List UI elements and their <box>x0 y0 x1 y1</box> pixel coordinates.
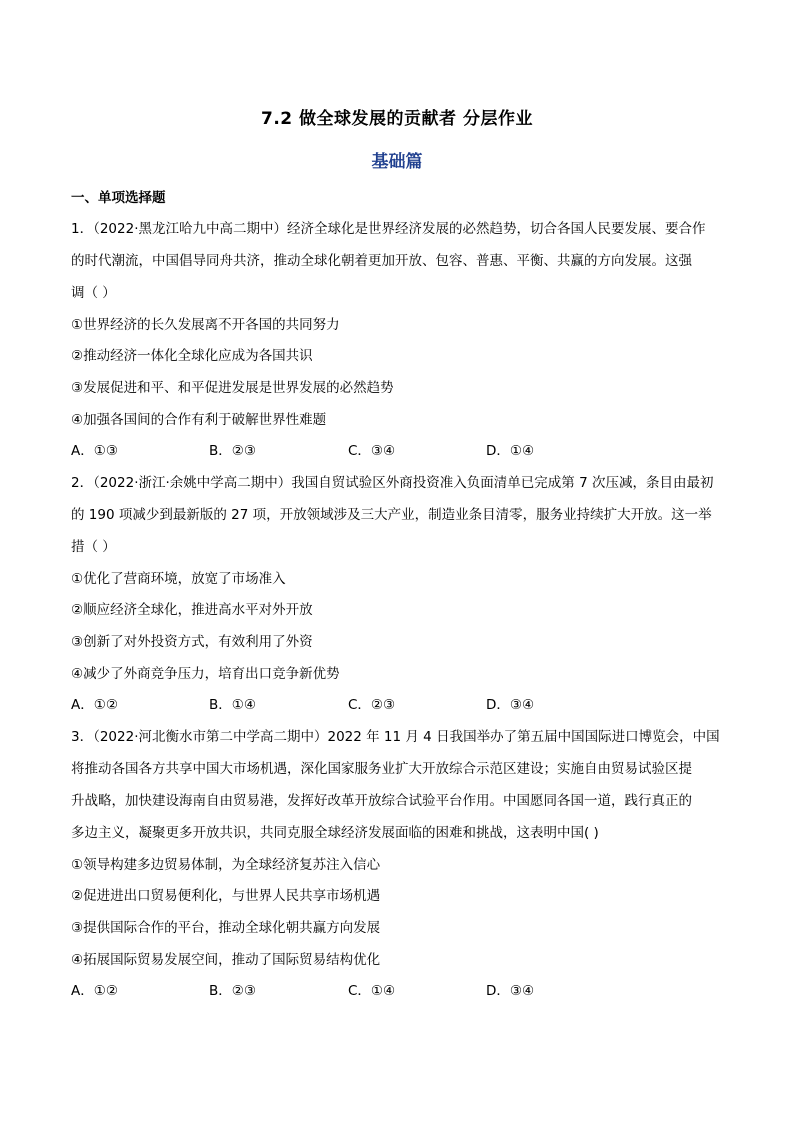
question-2-option-a: A．①② <box>71 697 118 713</box>
question-3-option-d: D．③④ <box>486 983 535 999</box>
page-title: 7.2 做全球发展的贡献者 分层作业 <box>261 109 533 129</box>
question-1-options <box>71 441 725 461</box>
question-2-option-c: C．②③ <box>348 697 396 713</box>
question-1-item-3: ③发展促进和平、和平促进发展是世界发展的必然趋势 <box>71 380 394 396</box>
question-2-option-b: B．①④ <box>209 697 256 713</box>
question-3-item-3: ③提供国际合作的平台，推动全球化朝共赢方向发展 <box>71 920 381 936</box>
question-2-item-4: ④减少了外商竞争压力，培育出口竞争新优势 <box>71 666 340 682</box>
question-2-text-line-2: 的 190 项减少到最新版的 27 项，开放领域涉及三大产业，制造业条目清零，服务业持续扩大开放。这一举 <box>71 507 712 523</box>
question-3-item-4: ④拓展国际贸易发展空间，推动了国际贸易结构优化 <box>71 952 381 968</box>
question-1-text-line-2: 的时代潮流，中国倡导同舟共济，推动全球化朝着更加开放、包容、普惠、平衡、共赢的方向发展。这强 <box>71 253 692 269</box>
question-3-item-1: ①领导构建多边贸易体制，为全球经济复苏注入信心 <box>71 857 381 873</box>
question-3-text-line-2: 将推动各国各方共享中国大市场机遇，深化国家服务业扩大开放综合示范区建设；实施自由贸易试验区提 <box>71 761 692 777</box>
question-1-option-d: D．①④ <box>486 443 535 459</box>
page-subtitle: 基础篇 <box>371 152 423 172</box>
question-3-text-line-4: 多边主义，凝聚更多开放共识，共同克服全球经济发展面临的困难和挑战，这表明中国( ) <box>71 825 599 841</box>
question-2-item-3: ③创新了对外投资方式，有效利用了外资 <box>71 634 313 650</box>
section-heading: 一、单项选择题 <box>71 190 166 206</box>
question-1-option-a: A．①③ <box>71 443 118 459</box>
question-2-item-1: ①优化了营商环境，放宽了市场准入 <box>71 571 286 587</box>
question-3-option-a: A．①② <box>71 983 118 999</box>
question-3-option-b: B．②③ <box>209 983 256 999</box>
question-1-option-b: B．②③ <box>209 443 256 459</box>
question-2-options <box>71 695 725 715</box>
question-2-item-2: ②顺应经济全球化，推进高水平对外开放 <box>71 602 313 618</box>
question-2-text-line-1: 2．（2022·浙江·余姚中学高二期中）我国自贸试验区外商投资准入负面清单已完成第 7 次压减，条目由最初 <box>71 475 714 491</box>
question-3-options <box>71 981 725 1001</box>
question-1-option-c: C．③④ <box>348 443 396 459</box>
question-1-item-2: ②推动经济一体化全球化应成为各国共识 <box>71 348 313 364</box>
question-1-text-line-1: 1．（2022·黑龙江哈九中高二期中）经济全球化是世界经济发展的必然趋势，切合各国人民要发展、要合作 <box>71 221 706 237</box>
question-3-option-c: C．①④ <box>348 983 396 999</box>
question-1-item-4: ④加强各国间的合作有利于破解世界性难题 <box>71 412 327 428</box>
question-3-text-line-3: 升战略，加快建设海南自由贸易港，发挥好改革开放综合试验平台作用。中国愿同各国一道，践行真正的 <box>71 793 692 809</box>
question-3-item-2: ②促进进出口贸易便利化，与世界人民共享市场机遇 <box>71 888 381 904</box>
question-1-text-line-3: 调（ ） <box>71 285 116 301</box>
question-3-text-line-1: 3．（2022·河北衡水市第二中学高二期中）2022 年 11 月 4 日我国举办了第五届中国国际进口博览会，中国 <box>71 729 720 745</box>
question-2-option-d: D．③④ <box>486 697 535 713</box>
question-1-item-1: ①世界经济的长久发展离不开各国的共同努力 <box>71 317 340 333</box>
question-2-text-line-3: 措（ ） <box>71 539 116 555</box>
